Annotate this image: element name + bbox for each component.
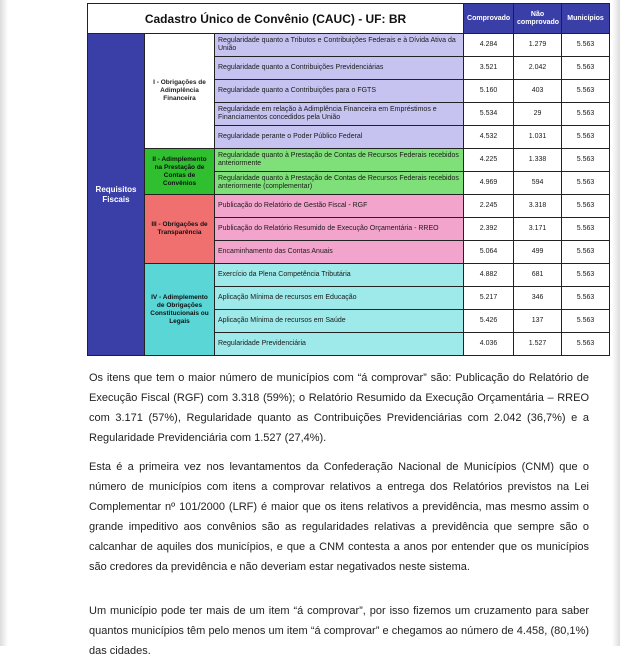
header-municipios: Municípios	[562, 4, 610, 34]
row-item: Regularidade quanto a Tributos e Contribuições Federais e à Dívida Ativa da União	[215, 34, 464, 57]
row-municipios: 5.563	[562, 218, 610, 241]
row-municipios: 5.563	[562, 310, 610, 333]
row-nao-comprovado: 137	[514, 310, 562, 333]
page-shadow-right	[612, 0, 620, 646]
group-label: I - Obrigações de Adimplência Financeira	[145, 34, 215, 149]
row-municipios: 5.563	[562, 172, 610, 195]
row-comprovado: 5.534	[464, 103, 514, 126]
row-nao-comprovado: 403	[514, 80, 562, 103]
row-municipios: 5.563	[562, 57, 610, 80]
row-municipios: 5.563	[562, 333, 610, 356]
row-comprovado: 5.064	[464, 241, 514, 264]
row-nao-comprovado: 3.318	[514, 195, 562, 218]
row-item: Regularidade Previdenciária	[215, 333, 464, 356]
row-item: Regularidade quanto à Prestação de Contas de Recursos Federais recebidos anteriormente	[215, 149, 464, 172]
row-item: Regularidade em relação à Adimplência Financeira em Empréstimos e Financiamentos concedidos pela União	[215, 103, 464, 126]
row-comprovado: 5.426	[464, 310, 514, 333]
row-nao-comprovado: 1.338	[514, 149, 562, 172]
header-comprovado: Comprovado	[464, 4, 514, 34]
row-municipios: 5.563	[562, 103, 610, 126]
requisitos-fiscais-label: Requisitos Fiscais	[88, 34, 145, 356]
group-label: II - Adimplemento na Prestação de Contas de Convênios	[145, 149, 215, 195]
row-nao-comprovado: 594	[514, 172, 562, 195]
table-row	[88, 149, 610, 172]
row-comprovado: 4.225	[464, 149, 514, 172]
row-item: Exercício da Plena Competência Tributária	[215, 264, 464, 287]
row-item: Encaminhamento das Contas Anuais	[215, 241, 464, 264]
row-comprovado: 4.882	[464, 264, 514, 287]
group-label: III - Obrigações de Transparência	[145, 195, 215, 264]
table-row	[88, 264, 610, 287]
paragraph-itens-maior-numero: Os itens que tem o maior número de municípios com “á comprovar” são: Publicação do Relatório de Execução Fiscal (RGF) com 3.318 (59%); o Relatório Resumido da Execução Orçamentária – RREO com 3.171 (57%), Regularidade quanto as Contribuições Previdenciárias com 2.042 (36,7%) e a Regularidade Previdenciária com 1.527 (27,4%).	[89, 372, 589, 444]
row-item: Regularidade quanto a Contribuições Previdenciárias	[215, 57, 464, 80]
row-nao-comprovado: 29	[514, 103, 562, 126]
row-item: Regularidade quanto à Prestação de Contas de Recursos Federais recebidos anteriormente (complementar)	[215, 172, 464, 195]
row-comprovado: 5.217	[464, 287, 514, 310]
row-nao-comprovado: 2.042	[514, 57, 562, 80]
page-shadow-left	[0, 0, 8, 646]
row-nao-comprovado: 1.527	[514, 333, 562, 356]
row-municipios: 5.563	[562, 126, 610, 149]
row-municipios: 5.563	[562, 195, 610, 218]
row-comprovado: 3.521	[464, 57, 514, 80]
row-item: Regularidade perante o Poder Público Federal	[215, 126, 464, 149]
row-nao-comprovado: 681	[514, 264, 562, 287]
row-item: Regularidade quanto a Contribuições para o FGTS	[215, 80, 464, 103]
row-municipios: 5.563	[562, 287, 610, 310]
row-comprovado: 2.392	[464, 218, 514, 241]
row-municipios: 5.563	[562, 34, 610, 57]
row-nao-comprovado: 499	[514, 241, 562, 264]
row-nao-comprovado: 1.031	[514, 126, 562, 149]
row-municipios: 5.563	[562, 80, 610, 103]
header-nao-comprovado: Não comprovado	[514, 4, 562, 34]
row-comprovado: 5.160	[464, 80, 514, 103]
table-title: Cadastro Único de Convênio (CAUC) - UF: BR	[88, 4, 464, 34]
row-comprovado: 2.245	[464, 195, 514, 218]
cauc-table	[87, 3, 610, 356]
row-municipios: 5.563	[562, 264, 610, 287]
row-item: Publicação do Relatório de Gestão Fiscal - RGF	[215, 195, 464, 218]
row-nao-comprovado: 346	[514, 287, 562, 310]
row-comprovado: 4.969	[464, 172, 514, 195]
row-comprovado: 4.284	[464, 34, 514, 57]
group-label: IV - Adimplemento de Obrigações Constitucionais ou Legais	[145, 264, 215, 356]
table-row	[88, 195, 610, 218]
row-item: Publicação do Relatório Resumido de Execução Orçamentária - RREO	[215, 218, 464, 241]
row-nao-comprovado: 3.171	[514, 218, 562, 241]
row-comprovado: 4.532	[464, 126, 514, 149]
row-municipios: 5.563	[562, 241, 610, 264]
row-comprovado: 4.036	[464, 333, 514, 356]
paragraph-primeira-vez: Esta é a primeira vez nos levantamentos da Confederação Nacional de Municípios (CNM) que o número de municípios com itens a comprovar relativos a entrega dos Relatórios previstos na Lei Complementar nº 101/2000 (LRF) é maior que os itens relativos a previdência, mas mesmo assim o grande impeditivo aos convênios são as regularidades relativas a previdência que sempre são o calcanhar de aquiles dos municípios, e que a CNM contesta a anos por entender que os municípios são credores da previdência e não deveriam estar negativados neste sistema.	[89, 461, 589, 573]
paragraph-cruzamento: Um município pode ter mais de um item “á comprovar”, por isso fizemos um cruzamento para saber quantos municípios têm pelo menos um item “á comprovar” e chegamos ao número de 4.458, (80,1%) das cidades.	[89, 605, 589, 657]
row-municipios: 5.563	[562, 149, 610, 172]
row-item: Aplicação Mínima de recursos em Saúde	[215, 310, 464, 333]
table-row	[88, 34, 610, 57]
row-item: Aplicação Mínima de recursos em Educação	[215, 287, 464, 310]
row-nao-comprovado: 1.279	[514, 34, 562, 57]
